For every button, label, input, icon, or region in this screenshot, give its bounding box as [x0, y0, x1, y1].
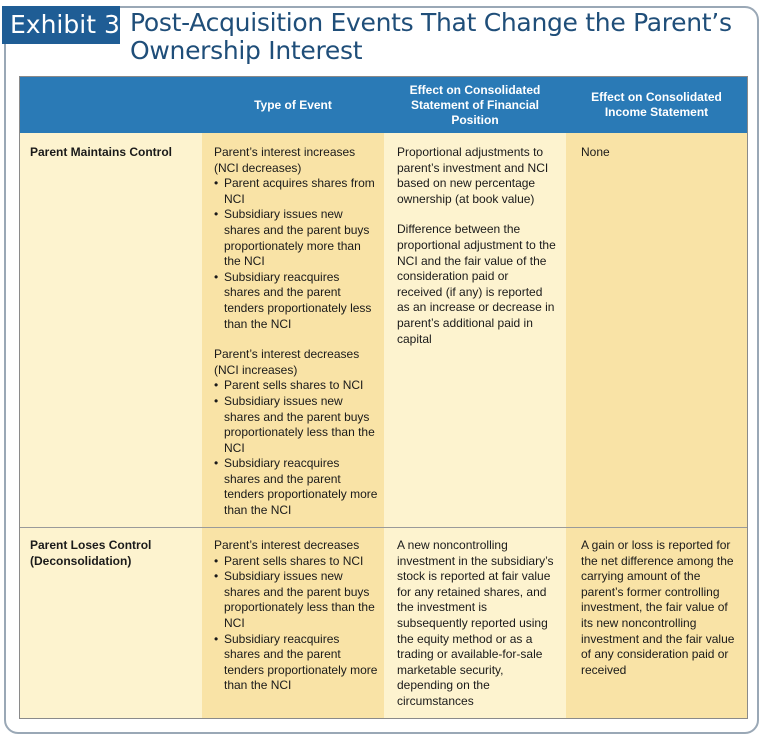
row2-label-line-2: (Deconsolidation) [30, 553, 132, 568]
col-shade-row-label [20, 133, 202, 718]
row1-effect-is: None [581, 145, 610, 159]
header-effect-is [566, 77, 747, 133]
row2-type-of-event [214, 538, 378, 694]
header-effect-sfp [384, 77, 566, 133]
events-table [19, 76, 748, 719]
row-divider [20, 527, 747, 528]
header-type-of-event: Type of Event [254, 97, 332, 112]
row1-effect-sfp-para-1: Proportional adjustments to parent’s investment and NCI based on new percentage ownership (at book value) [397, 145, 549, 206]
exhibit-title [130, 9, 750, 65]
header-effect-sfp-line-1: Effect on Consolidated [409, 82, 541, 97]
title-line-2: Ownership Interest [130, 36, 363, 65]
row-label-maintains-control: Parent Maintains Control [30, 145, 173, 159]
row1-type-of-event [214, 145, 378, 519]
list-item: • Subsidiary reacquires shares and the parent tenders proportionately more than the NCI [214, 456, 378, 518]
list-item: • Subsidiary reacquires shares and the parent tenders proportionately more than the NCI [214, 632, 378, 694]
row2-decrease-heading: Parent’s interest decreases [214, 538, 360, 552]
header-effect-sfp-line-3: Position [451, 112, 499, 127]
list-item: • Parent sells shares to NCI [214, 378, 378, 394]
row1-decrease-heading: Parent’s interest decreases (NCI increases) [214, 347, 360, 377]
row2-label-line-1: Parent Loses Control [30, 538, 152, 552]
header-row-label [20, 77, 202, 133]
row1-decrease-list [214, 378, 378, 518]
list-item: • Subsidiary issues new shares and the parent buys proportionately less than the NCI [214, 569, 378, 631]
row2-effect-is: A gain or loss is reported for the net difference among the carrying amount of the parent’s former controlling investment, the fair value of its new noncontrolling investment and the fair value of any consideration paid or received [581, 538, 735, 677]
title-line-1: Post-Acquisition Events That Change the Parent’s [130, 8, 732, 37]
header-effect-sfp-line-2: Statement of Financial [410, 97, 539, 112]
row1-increase-list [214, 176, 378, 332]
row2-decrease-list [214, 554, 378, 694]
exhibit-label: Exhibit 3 [2, 6, 120, 44]
row1-effect-sfp [397, 145, 557, 347]
list-item: • Subsidiary issues new shares and the parent buys proportionately less than the NCI [214, 394, 378, 456]
header-effect-is-line-2: Income Statement [604, 105, 709, 119]
row1-effect-sfp-para-2: Difference between the proportional adjustment to the NCI and the fair value of the consideration paid or received (if any) is reported as an increase or decrease in parent’s additional paid in capital [397, 222, 556, 346]
list-item: • Parent sells shares to NCI [214, 554, 378, 570]
table-header [20, 77, 747, 133]
row2-effect-sfp: A new noncontrolling investment in the subsidiary’s stock is reported at fair value for any retained shares, and the investment is subsequently reported using the equity method or as a trading or available-for-sale marketable security, depending on the circumstances [397, 538, 554, 708]
row1-increase-heading: Parent’s interest increases (NCI decreases) [214, 145, 356, 175]
row-label-loses-control [30, 538, 195, 569]
header-effect-is-line-1: Effect on Consolidated [591, 90, 722, 104]
list-item: • Parent acquires shares from NCI [214, 176, 378, 207]
list-item: • Subsidiary reacquires shares and the parent tenders proportionately less than the NCI [214, 270, 378, 332]
list-item: • Subsidiary issues new shares and the parent buys proportionately more than the NCI [214, 207, 378, 269]
